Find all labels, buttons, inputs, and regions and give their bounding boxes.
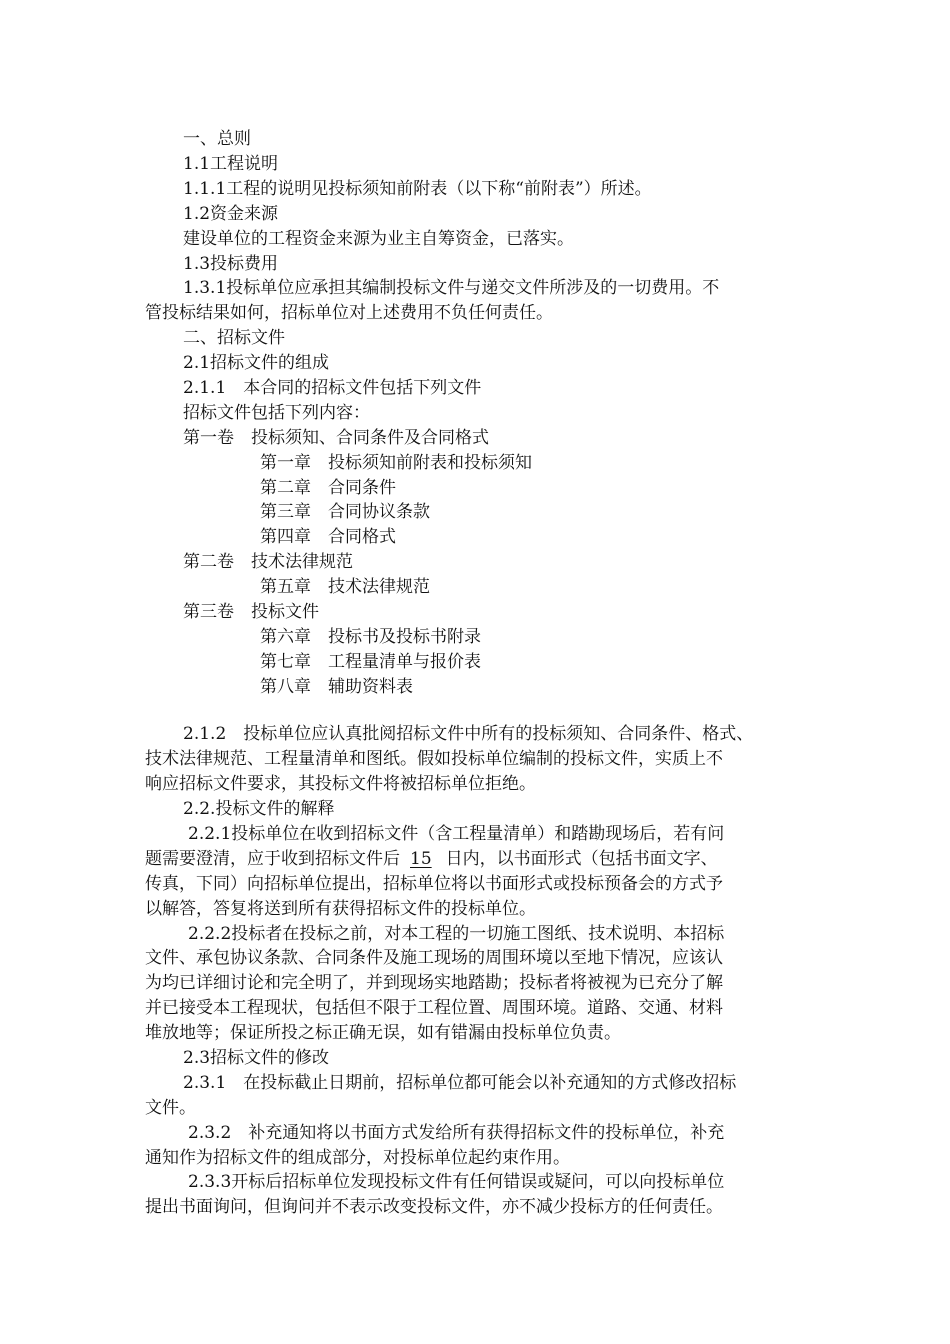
paragraph-line: 2.2.2投标者在投标之前，对本工程的一切施工图纸、技术说明、本招标	[188, 924, 725, 944]
section-heading-general: 一、总则	[183, 129, 251, 149]
paragraph-line: 2.1.1 本合同的招标文件包括下列文件	[183, 378, 482, 398]
subheading-modification: 2.3招标文件的修改	[183, 1048, 330, 1068]
chapter-item: 第一章 投标须知前附表和投标须知	[260, 453, 532, 473]
paragraph-line: 响应招标文件要求，其投标文件将被招标单位拒绝。	[145, 774, 536, 794]
paragraph-line: 2.3.2 补充通知将以书面方式发给所有获得招标文件的投标单位，补充	[188, 1123, 725, 1143]
paragraph-line: 2.3.3开标后招标单位发现投标文件有任何错误或疑问，可以向投标单位	[188, 1172, 725, 1192]
paragraph-line: 建设单位的工程资金来源为业主自筹资金，已落实。	[183, 229, 574, 249]
paragraph-line: 2.3.1 在投标截止日期前，招标单位都可能会以补充通知的方式修改招标	[183, 1073, 737, 1093]
paragraph-line: 文件。	[145, 1098, 196, 1118]
paragraph-line: 管投标结果如何，招标单位对上述费用不负任何责任。	[145, 303, 553, 323]
paragraph-line: 1.3.1投标单位应承担其编制投标文件与递交文件所涉及的一切费用。不	[183, 278, 720, 298]
chapter-item: 第七章 工程量清单与报价表	[260, 652, 481, 672]
chapter-item: 第八章 辅助资料表	[260, 677, 413, 697]
underlined-days-value: 15	[410, 849, 432, 869]
paragraph-line: 1.1.1工程的说明见投标须知前附表（以下称“前附表”）所述。	[183, 179, 652, 199]
text-segment: 日内，以书面形式（包括书面文字、	[445, 849, 718, 869]
paragraph-line: 以解答，答复将送到所有获得招标文件的投标单位。	[145, 899, 536, 919]
subheading-interpretation: 2.2.投标文件的解释	[183, 799, 335, 819]
paragraph-line: 招标文件包括下列内容：	[183, 403, 370, 423]
subheading-composition: 2.1招标文件的组成	[183, 353, 330, 373]
paragraph-line: 2.2.1投标单位在收到招标文件（含工程量清单）和踏勘现场后，若有问	[188, 824, 725, 844]
paragraph-line: 通知作为招标文件的组成部分，对投标单位起约束作用。	[145, 1148, 570, 1168]
chapter-item: 第二章 合同条件	[260, 478, 396, 498]
volume-item: 第三卷 投标文件	[183, 602, 319, 622]
paragraph-line: 技术法律规范、工程量清单和图纸。假如投标单位编制的投标文件，实质上不	[145, 749, 723, 769]
subheading-fund-source: 1.2资金来源	[183, 204, 279, 224]
chapter-item: 第六章 投标书及投标书附录	[260, 627, 481, 647]
chapter-item: 第三章 合同协议条款	[260, 502, 430, 522]
paragraph-line: 并已接受本工程现状，包括但不限于工程位置、周围环境。道路、交通、材料	[145, 998, 723, 1018]
section-heading-tender-documents: 二、招标文件	[183, 328, 285, 348]
paragraph-line: 提出书面询问，但询问并不表示改变投标文件，亦不减少投标方的任何责任。	[145, 1197, 723, 1217]
paragraph-line: 文件、承包协议条款、合同条件及施工现场的周围环境以至地下情况，应该认	[145, 948, 723, 968]
text-segment: 题需要澄清，应于收到招标文件后	[145, 849, 400, 869]
paragraph-line: 传真，下同）向招标单位提出，招标单位将以书面形式或投标预备会的方式予	[145, 874, 723, 894]
chapter-item: 第四章 合同格式	[260, 527, 396, 547]
subheading-bid-cost: 1.3投标费用	[183, 254, 279, 274]
paragraph-line: 2.1.2 投标单位应认真批阅招标文件中所有的投标须知、合同条件、格式、	[183, 724, 754, 744]
volume-item: 第一卷 投标须知、合同条件及合同格式	[183, 428, 489, 448]
paragraph-line: 为均已详细讨论和完全明了，并到现场实地踏勘；投标者将被视为已充分了解	[145, 973, 723, 993]
chapter-item: 第五章 技术法律规范	[260, 577, 430, 597]
paragraph-line: 堆放地等；保证所投之标正确无误，如有错漏由投标单位负责。	[145, 1023, 621, 1043]
volume-item: 第二卷 技术法律规范	[183, 552, 353, 572]
subheading-project-description: 1.1工程说明	[183, 154, 279, 174]
paragraph-line-with-blank	[145, 847, 718, 871]
